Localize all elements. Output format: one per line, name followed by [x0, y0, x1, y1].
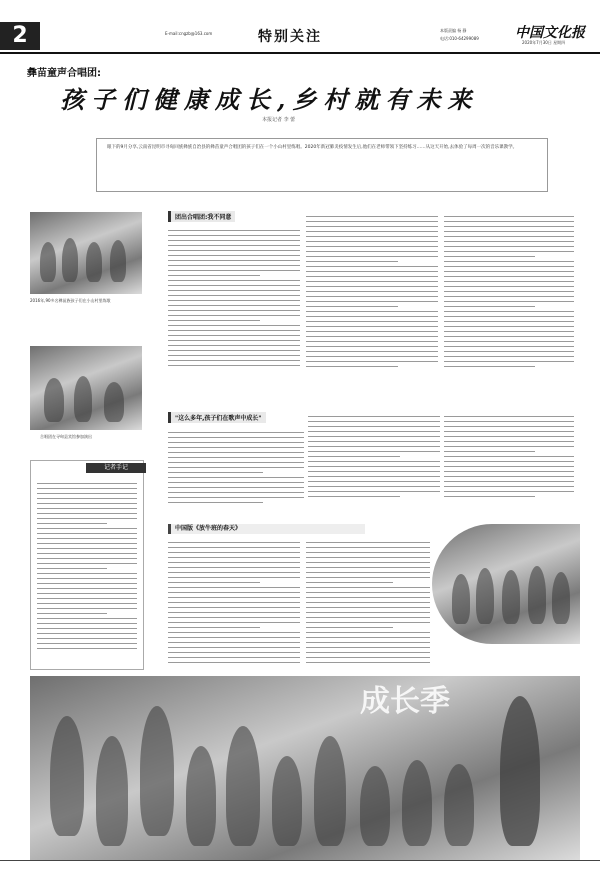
- text-column-1: [168, 226, 300, 406]
- lead-paragraph-box: [96, 138, 548, 192]
- text-column-5: [308, 412, 440, 518]
- header-editor: 本版责编 杨 静: [440, 28, 467, 33]
- photo-1-caption: 2016年,90多名彝苗族孩子们在小山村里练歌: [30, 298, 111, 303]
- reporter-notes-text: [37, 479, 137, 665]
- photo-2-caption: 合唱团在寻甸县宾馆参加演出: [40, 434, 92, 439]
- photo-banner-text: 成长季: [360, 684, 450, 719]
- text-column-8: [306, 538, 430, 688]
- section-title: 特别关注: [258, 29, 322, 45]
- text-column-2: [306, 212, 438, 412]
- text-column-6: [444, 412, 574, 518]
- page-header: [0, 0, 600, 54]
- subhead-1: 团出合唱团:我不同意: [168, 211, 235, 222]
- header-divider: [0, 52, 600, 54]
- page-number: 2: [0, 22, 40, 50]
- subhead-2: "这么多年,孩子们在歌声中成长": [168, 412, 266, 423]
- choir-photo-large: [30, 676, 580, 860]
- subhead-3: 中国版《放牛班的春天》: [168, 524, 365, 534]
- text-column-3: [444, 212, 574, 412]
- footer-divider: [0, 860, 600, 861]
- choir-photo-2: [30, 346, 142, 430]
- header-date: 2020年7月30日 星期四: [522, 40, 566, 45]
- choir-photo-3: [432, 524, 580, 644]
- reporter-notes-box: [30, 460, 144, 670]
- text-column-4: [168, 428, 304, 518]
- text-column-7: [168, 538, 300, 688]
- header-phone: 电话:010-64299089: [440, 36, 479, 41]
- header-email: E-mail:cngzb@163.com: [165, 31, 213, 36]
- article-headline: 孩子们健康成长,乡村就有未来: [60, 85, 479, 114]
- reporter-notes-title: 记者手记: [86, 463, 146, 473]
- choir-photo-1: [30, 212, 142, 294]
- article-kicker: 彝苗童声合唱团:: [27, 68, 101, 79]
- masthead-logo: 中国文化报: [515, 25, 585, 41]
- lead-paragraph: 眼下的9月分享,云南省昆明市寻甸回族彝族自治县的彝苗童声合唱团的孩子们在一个小山村里练唱。2020年新冠肺炎疫情发生后,他们在老师带领下坚持练习……从这天开始,去体验了每周一次的音乐课教学。: [107, 145, 518, 150]
- article-byline: 本报记者 李 蕾: [262, 117, 296, 123]
